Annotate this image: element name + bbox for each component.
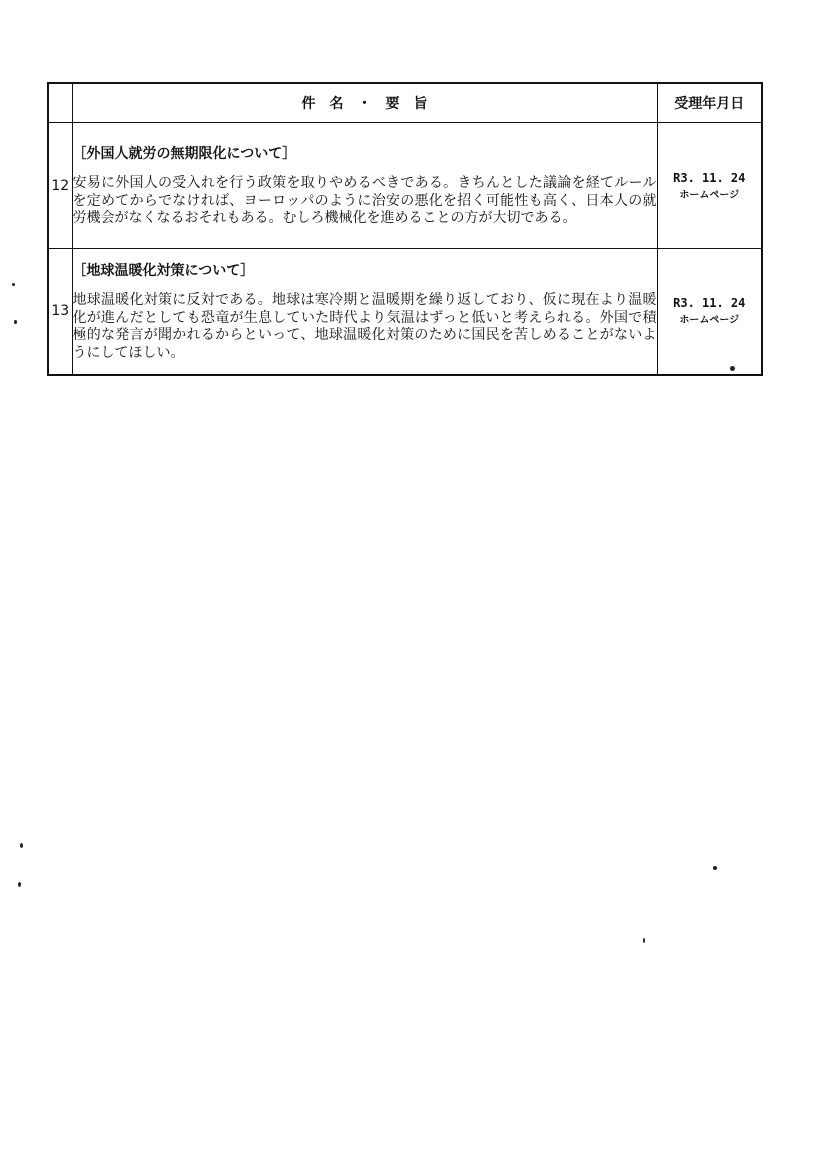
petition-table [47,82,763,376]
received-date: R3. 11. 24 [673,296,746,311]
header-date: 受理年月日 [657,83,762,123]
scan-speck [14,320,17,324]
header-subject: 件 名 ・ 要 旨 [72,83,657,123]
scan-speck [20,843,23,848]
row-number: 12 [48,123,72,249]
row-subject [72,123,657,249]
header-number [48,83,72,123]
subject-body: 安易に外国人の受入れを行う政策を取りやめるべきである。きちんとした議論を経てルールを定めてからでなければ、ヨーロッパのように治安の悪化を招く可能性も高く、日本人の就労機会がなくなるおそれもある。むしろ機械化を進めることの方が大切である。 [72,175,657,227]
table-row [48,123,762,249]
received-source: ホームページ [679,315,740,327]
scan-speck [643,938,645,943]
scan-speck [713,866,717,870]
row-number: 13 [48,249,72,375]
row-subject [72,249,657,375]
table-header-row [48,83,762,123]
row-date [657,249,762,375]
scan-speck [12,283,15,286]
received-source: ホームページ [679,189,740,201]
subject-title: ［地球温暖化対策について］ [72,263,255,280]
table-row [48,249,762,375]
received-date: R3. 11. 24 [673,170,746,185]
row-date [657,123,762,249]
subject-body: 地球温暖化対策に反対である。地球は寒冷期と温暖期を繰り返しており、仮に現在より温暖化が進んだとしても恐竜が生息していた時代より気温はずっと低いと考えられる。外国で積極的な発言が聞かれるからといって、地球温暖化対策のために国民を苦しめることがないようにしてほしい。 [72,292,657,361]
subject-title: ［外国人就労の無期限化について］ [72,146,297,163]
scan-speck [18,882,21,887]
